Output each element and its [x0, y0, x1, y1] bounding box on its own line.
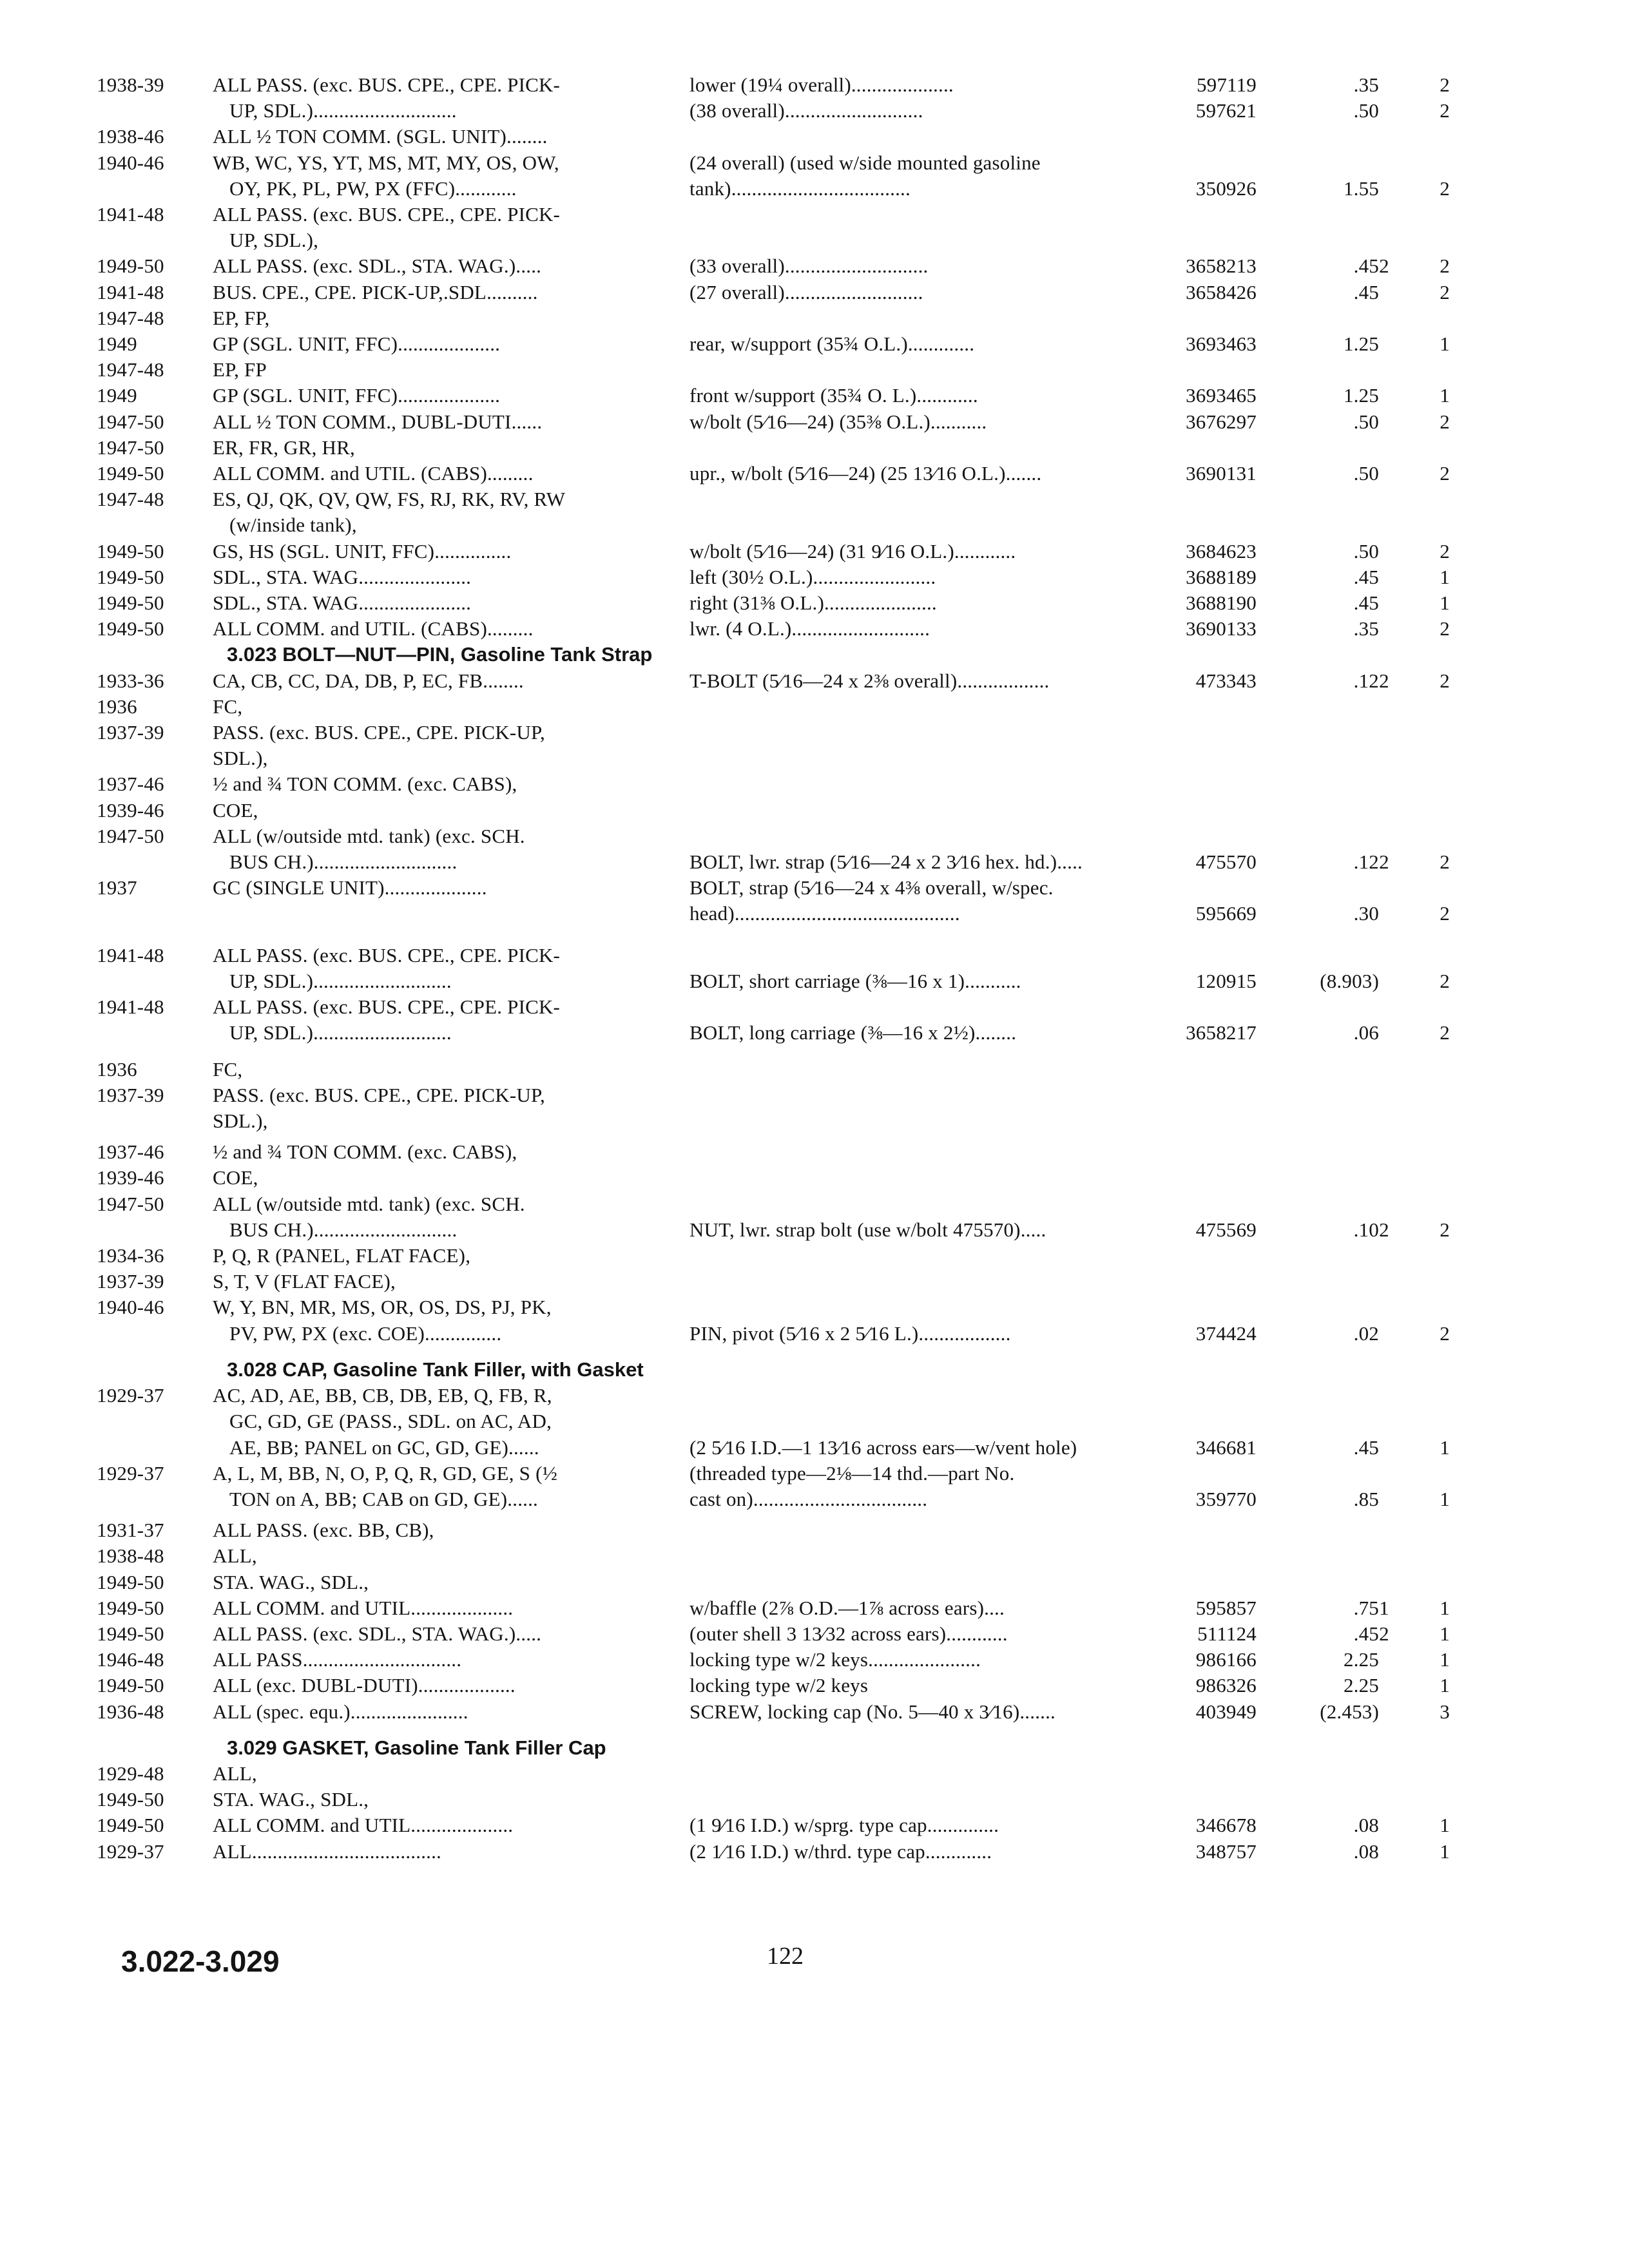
- cell-model: UP, SDL.)...........................: [229, 969, 452, 992]
- cell-desc: (outer shell 3 13⁄32 across ears)............: [689, 1622, 1008, 1645]
- cell-qty: 2: [1440, 902, 1450, 925]
- cell-model: ER, FR, GR, HR,: [213, 436, 355, 459]
- cell-desc: front w/support (35¾ O. L.)............: [689, 384, 978, 407]
- cell-price: .85: [1353, 1487, 1379, 1510]
- cell-part: 3693465: [1186, 384, 1257, 407]
- cell-qty: 1: [1440, 1648, 1450, 1671]
- cell-model: SDL.),: [213, 747, 268, 770]
- cell-model: ALL,: [213, 1762, 257, 1785]
- cell-model: COE,: [213, 798, 258, 822]
- cell-year: 1937-39: [97, 1083, 164, 1106]
- cell-qty: 2: [1440, 1021, 1450, 1044]
- cell-model: ALL PASS. (exc. SDL., STA. WAG.).....: [213, 255, 542, 278]
- cell-year: 1937-39: [97, 1270, 164, 1293]
- cell-model: ALL COMM. and UTIL. (CABS).........: [213, 462, 534, 485]
- cell-year: 1947-48: [97, 358, 164, 381]
- cell-desc: (2 5⁄16 I.D.—1 13⁄16 across ears—w/vent hole): [689, 1436, 1077, 1459]
- cell-year: 1947-50: [97, 436, 164, 459]
- cell-qty: 3: [1440, 1700, 1450, 1723]
- cell-year: 1949-50: [97, 617, 164, 640]
- cell-part: 597119: [1196, 73, 1257, 96]
- cell-model: ALL PASS. (exc. BB, CB),: [213, 1519, 434, 1542]
- cell-model: TON on A, BB; CAB on GD, GE)......: [229, 1487, 539, 1510]
- cell-model: ALL PASS. (exc. SDL., STA. WAG.).....: [213, 1622, 542, 1645]
- cell-model: UP, SDL.)............................: [229, 99, 457, 122]
- cell-model: WB, WC, YS, YT, MS, MT, MY, OS, OW,: [213, 151, 559, 174]
- cell-model: EP, FP: [213, 358, 267, 381]
- cell-year: 1949: [97, 332, 137, 355]
- cell-model: ALL PASS. (exc. BUS. CPE., CPE. PICK-: [213, 995, 561, 1019]
- cell-model: PASS. (exc. BUS. CPE., CPE. PICK-UP,: [213, 1083, 545, 1106]
- cell-qty: 2: [1440, 255, 1450, 278]
- cell-qty: 2: [1440, 1321, 1450, 1345]
- cell-n1: 2: [1379, 1622, 1389, 1645]
- cell-desc: w/bolt (5⁄16—24) (31 9⁄16 O.L.)............: [689, 539, 1016, 562]
- cell-model: P, Q, R (PANEL, FLAT FACE),: [213, 1244, 471, 1267]
- cell-part: 346678: [1195, 1814, 1257, 1837]
- cell-part: 359770: [1195, 1487, 1257, 1510]
- cell-n1: 2: [1379, 669, 1389, 692]
- cell-qty: 1: [1440, 565, 1450, 588]
- cell-year: 1937-39: [97, 721, 164, 744]
- cell-qty: 1: [1440, 384, 1450, 407]
- cell-price: .50: [1353, 410, 1379, 433]
- footer-page-number: 122: [767, 1943, 804, 1970]
- cell-price: .50: [1353, 462, 1379, 485]
- cell-model: BUS CH.)............................: [229, 850, 458, 873]
- cell-year: 1929-37: [97, 1461, 164, 1485]
- cell-model: ALL,: [213, 1544, 257, 1568]
- cell-part: 3684623: [1186, 539, 1257, 562]
- cell-model: ALL.....................................: [213, 1840, 442, 1863]
- cell-model: GC, GD, GE (PASS., SDL. on AC, AD,: [229, 1410, 552, 1433]
- cell-year: 1941-48: [97, 995, 164, 1019]
- cell-year: 1949-50: [97, 565, 164, 588]
- cell-year: 1946-48: [97, 1648, 164, 1671]
- cell-desc: locking type w/2 keys......................: [689, 1648, 981, 1671]
- section-heading: 3.023 BOLT—NUT—PIN, Gasoline Tank Strap: [227, 643, 653, 666]
- cell-qty: 2: [1440, 73, 1450, 96]
- cell-year: 1949: [97, 384, 137, 407]
- cell-desc: w/baffle (2⅞ O.D.—1⅞ across ears)....: [689, 1596, 1005, 1619]
- cell-desc: (24 overall) (used w/side mounted gasoline: [689, 151, 1041, 174]
- cell-desc: w/bolt (5⁄16—24) (35⅜ O.L.)...........: [689, 410, 987, 433]
- cell-qty: 2: [1440, 177, 1450, 200]
- cell-part: 350926: [1195, 177, 1257, 200]
- cell-year: 1931-37: [97, 1519, 164, 1542]
- cell-model: (w/inside tank),: [229, 514, 357, 537]
- cell-year: 1947-50: [97, 1192, 164, 1215]
- cell-model: GC (SINGLE UNIT)....................: [213, 876, 487, 899]
- cell-price: .10: [1353, 1218, 1379, 1241]
- cell-part: 3658217: [1186, 1021, 1257, 1044]
- cell-part: 511124: [1197, 1622, 1257, 1645]
- cell-model: UP, SDL.)...........................: [229, 1021, 452, 1044]
- cell-year: 1937: [97, 876, 137, 899]
- cell-price: 2.25: [1343, 1648, 1379, 1671]
- cell-price: .12: [1353, 669, 1379, 692]
- cell-year: 1929-37: [97, 1384, 164, 1407]
- cell-year: 1938-48: [97, 1544, 164, 1568]
- cell-model: ½ and ¾ TON COMM. (exc. CABS),: [213, 1140, 517, 1164]
- cell-price: .06: [1353, 1021, 1379, 1044]
- cell-qty: 1: [1440, 1674, 1450, 1697]
- cell-price: .35: [1353, 73, 1379, 96]
- cell-qty: 1: [1440, 1436, 1450, 1459]
- cell-model: ALL (w/outside mtd. tank) (exc. SCH.: [213, 1192, 525, 1215]
- cell-desc: lower (19¼ overall)....................: [689, 73, 954, 96]
- cell-model: A, L, M, BB, N, O, P, Q, R, GD, GE, S (½: [213, 1461, 558, 1485]
- cell-price: 1.55: [1343, 177, 1379, 200]
- cell-part: 595669: [1195, 902, 1257, 925]
- cell-model: ALL (exc. DUBL-DUTI)...................: [213, 1674, 516, 1697]
- cell-year: 1949-50: [97, 1596, 164, 1619]
- cell-model: ½ and ¾ TON COMM. (exc. CABS),: [213, 773, 517, 796]
- cell-price: 1.25: [1343, 384, 1379, 407]
- cell-model: ALL (w/outside mtd. tank) (exc. SCH.: [213, 824, 525, 847]
- cell-n1: 2: [1379, 850, 1389, 873]
- cell-price: .45: [1353, 591, 1379, 614]
- cell-year: 1949-50: [97, 1814, 164, 1837]
- cell-desc: (1 9⁄16 I.D.) w/sprg. type cap..............: [689, 1814, 999, 1837]
- cell-model: ALL COMM. and UTIL. (CABS).........: [213, 617, 534, 640]
- cell-model: BUS CH.)............................: [229, 1218, 458, 1241]
- cell-model: ALL ½ TON COMM., DUBL-DUTI......: [213, 410, 543, 433]
- cell-part: 3693463: [1186, 332, 1257, 355]
- cell-year: 1939-46: [97, 798, 164, 822]
- cell-desc: (27 overall)...........................: [689, 280, 923, 303]
- cell-year: 1949-50: [97, 1570, 164, 1593]
- cell-desc: (threaded type—2⅛—14 thd.—part No.: [689, 1461, 1015, 1485]
- cell-year: 1947-50: [97, 824, 164, 847]
- cell-year: 1929-48: [97, 1762, 164, 1785]
- cell-qty: 1: [1440, 1596, 1450, 1619]
- section-heading: 3.029 GASKET, Gasoline Tank Filler Cap: [227, 1736, 606, 1759]
- cell-year: 1940-46: [97, 151, 164, 174]
- cell-model: SDL.),: [213, 1110, 268, 1132]
- cell-qty: 2: [1440, 462, 1450, 485]
- cell-year: 1936: [97, 1057, 137, 1081]
- cell-qty: 2: [1440, 539, 1450, 562]
- cell-price: .08: [1353, 1814, 1379, 1837]
- cell-qty: 1: [1440, 1487, 1450, 1510]
- cell-year: 1934-36: [97, 1244, 164, 1267]
- cell-desc: PIN, pivot (5⁄16 x 2 5⁄16 L.)..................: [689, 1321, 1011, 1345]
- cell-model: BUS. CPE., CPE. PICK-UP,.SDL..........: [213, 280, 538, 303]
- cell-price: .50: [1353, 99, 1379, 122]
- cell-year: 1949-50: [97, 462, 164, 485]
- cell-model: S, T, V (FLAT FACE),: [213, 1270, 396, 1293]
- cell-model: GP (SGL. UNIT, FFC)....................: [213, 384, 501, 407]
- cell-year: 1949-50: [97, 539, 164, 562]
- cell-desc: SCREW, locking cap (No. 5—40 x 3⁄16).......: [689, 1700, 1056, 1723]
- cell-price: .45: [1353, 280, 1379, 303]
- cell-model: FC,: [213, 695, 243, 718]
- cell-model: SDL., STA. WAG......................: [213, 591, 472, 614]
- cell-desc: (2 1⁄16 I.D.) w/thrd. type cap.............: [689, 1840, 992, 1863]
- cell-year: 1941-48: [97, 280, 164, 303]
- cell-price: .12: [1353, 850, 1379, 873]
- cell-year: 1936-48: [97, 1700, 164, 1723]
- cell-model: ALL (spec. equ.).......................: [213, 1700, 468, 1723]
- cell-price: 1.25: [1343, 332, 1379, 355]
- cell-year: 1941-48: [97, 943, 164, 966]
- cell-price: .45: [1353, 1622, 1379, 1645]
- cell-model: ALL PASS. (exc. BUS. CPE., CPE. PICK-: [213, 73, 561, 96]
- cell-year: 1947-48: [97, 306, 164, 329]
- cell-model: ALL ½ TON COMM. (SGL. UNIT)........: [213, 125, 548, 148]
- cell-model: UP, SDL.),: [229, 229, 319, 252]
- cell-year: 1947-50: [97, 410, 164, 433]
- cell-part: 986326: [1195, 1674, 1257, 1697]
- cell-model: COE,: [213, 1166, 258, 1189]
- cell-price: .50: [1353, 539, 1379, 562]
- cell-qty: 2: [1440, 280, 1450, 303]
- cell-part: 3688190: [1186, 591, 1257, 614]
- cell-desc: rear, w/support (35¾ O.L.).............: [689, 332, 975, 355]
- cell-model: PV, PW, PX (exc. COE)...............: [229, 1321, 502, 1345]
- cell-qty: 1: [1440, 1622, 1450, 1645]
- cell-price: .45: [1353, 255, 1379, 278]
- cell-model: STA. WAG., SDL.,: [213, 1788, 369, 1811]
- cell-year: 1941-48: [97, 203, 164, 226]
- cell-qty: 2: [1440, 617, 1450, 640]
- cell-qty: 1: [1440, 1814, 1450, 1837]
- cell-price: (8.903): [1320, 969, 1379, 992]
- cell-n1: 2: [1379, 255, 1389, 278]
- cell-part: 346681: [1195, 1436, 1257, 1459]
- cell-desc: BOLT, lwr. strap (5⁄16—24 x 2 3⁄16 hex. hd.).....: [689, 850, 1083, 873]
- cell-year: 1938-46: [97, 125, 164, 148]
- cell-year: 1949-50: [97, 591, 164, 614]
- cell-desc: left (30½ O.L.)........................: [689, 565, 936, 588]
- cell-year: 1933-36: [97, 669, 164, 692]
- cell-model: OY, PK, PL, PW, PX (FFC)............: [229, 177, 517, 200]
- cell-model: CA, CB, CC, DA, DB, P, EC, FB........: [213, 669, 524, 692]
- cell-part: 3676297: [1186, 410, 1257, 433]
- cell-part: 3658426: [1186, 280, 1257, 303]
- cell-model: EP, FP,: [213, 306, 270, 329]
- cell-year: 1949-50: [97, 1674, 164, 1697]
- cell-year: 1929-37: [97, 1840, 164, 1863]
- cell-part: 3658213: [1186, 255, 1257, 278]
- cell-model: FC,: [213, 1057, 243, 1081]
- cell-desc: lwr. (4 O.L.)...........................: [689, 617, 930, 640]
- cell-price: .02: [1353, 1321, 1379, 1345]
- cell-part: 348757: [1195, 1840, 1257, 1863]
- cell-model: SDL., STA. WAG......................: [213, 565, 472, 588]
- cell-qty: 2: [1440, 669, 1450, 692]
- cell-year: 1939-46: [97, 1166, 164, 1189]
- cell-desc: cast on)..................................: [689, 1487, 928, 1510]
- cell-year: 1949-50: [97, 1622, 164, 1645]
- cell-part: 403949: [1195, 1700, 1257, 1723]
- cell-price: (2.453): [1320, 1700, 1379, 1723]
- cell-year: 1938-39: [97, 73, 164, 96]
- cell-year: 1949-50: [97, 255, 164, 278]
- cell-qty: 2: [1440, 410, 1450, 433]
- cell-desc: NUT, lwr. strap bolt (use w/bolt 475570).....: [689, 1218, 1046, 1241]
- cell-desc: upr., w/bolt (5⁄16—24) (25 13⁄16 O.L.).......: [689, 462, 1042, 485]
- cell-price: .08: [1353, 1840, 1379, 1863]
- cell-part: 374424: [1195, 1321, 1257, 1345]
- cell-qty: 1: [1440, 1840, 1450, 1863]
- cell-part: 475570: [1195, 850, 1257, 873]
- cell-model: PASS. (exc. BUS. CPE., CPE. PICK-UP,: [213, 721, 545, 744]
- cell-price: .30: [1353, 902, 1379, 925]
- cell-model: GP (SGL. UNIT, FFC)....................: [213, 332, 501, 355]
- cell-model: ALL PASS. (exc. BUS. CPE., CPE. PICK-: [213, 943, 561, 966]
- cell-desc: locking type w/2 keys: [689, 1674, 869, 1697]
- cell-part: 473343: [1195, 669, 1257, 692]
- cell-part: 3690133: [1186, 617, 1257, 640]
- cell-desc: right (31⅜ O.L.)......................: [689, 591, 937, 614]
- cell-price: 2.25: [1343, 1674, 1379, 1697]
- cell-desc: T-BOLT (5⁄16—24 x 2⅜ overall)..................: [689, 669, 1050, 692]
- cell-qty: 2: [1440, 1218, 1450, 1241]
- cell-part: 3688189: [1186, 565, 1257, 588]
- cell-price: .45: [1353, 565, 1379, 588]
- cell-year: 1947-48: [97, 488, 164, 511]
- cell-qty: 2: [1440, 850, 1450, 873]
- cell-part: 597621: [1195, 99, 1257, 122]
- cell-year: 1940-46: [97, 1296, 164, 1319]
- cell-qty: 1: [1440, 332, 1450, 355]
- cell-desc: (33 overall)............................: [689, 255, 929, 278]
- cell-desc: tank)...................................: [689, 177, 911, 200]
- cell-price: .75: [1353, 1596, 1379, 1619]
- cell-qty: 2: [1440, 99, 1450, 122]
- cell-desc: BOLT, short carriage (⅜—16 x 1)...........: [689, 969, 1021, 992]
- cell-desc: BOLT, long carriage (⅜—16 x 2½)........: [689, 1021, 1017, 1044]
- cell-desc: head)............................................: [689, 902, 960, 925]
- cell-model: ES, QJ, QK, QV, QW, FS, RJ, RK, RV, RW: [213, 488, 566, 511]
- cell-part: 475569: [1195, 1218, 1257, 1241]
- cell-qty: 1: [1440, 591, 1450, 614]
- cell-n1: 2: [1379, 1218, 1389, 1241]
- cell-price: .45: [1353, 1436, 1379, 1459]
- cell-model: ALL PASS. (exc. BUS. CPE., CPE. PICK-: [213, 203, 561, 226]
- cell-model: STA. WAG., SDL.,: [213, 1570, 369, 1593]
- cell-price: .35: [1353, 617, 1379, 640]
- cell-model: AC, AD, AE, BB, CB, DB, EB, Q, FB, R,: [213, 1384, 552, 1407]
- cell-model: GS, HS (SGL. UNIT, FFC)...............: [213, 539, 512, 562]
- cell-year: 1937-46: [97, 1140, 164, 1164]
- cell-model: ALL COMM. and UTIL....................: [213, 1596, 514, 1619]
- cell-part: 595857: [1195, 1596, 1257, 1619]
- cell-year: 1949-50: [97, 1788, 164, 1811]
- cell-model: AE, BB; PANEL on GC, GD, GE)......: [229, 1436, 539, 1459]
- cell-model: ALL COMM. and UTIL....................: [213, 1814, 514, 1837]
- cell-model: W, Y, BN, MR, MS, OR, OS, DS, PJ, PK,: [213, 1296, 552, 1319]
- cell-desc: (38 overall)...........................: [689, 99, 923, 122]
- cell-desc: BOLT, strap (5⁄16—24 x 4⅜ overall, w/spec.: [689, 876, 1054, 899]
- cell-year: 1937-46: [97, 773, 164, 796]
- cell-n1: 1: [1379, 1596, 1389, 1619]
- section-heading: 3.028 CAP, Gasoline Tank Filler, with Gasket: [227, 1358, 644, 1381]
- cell-part: 120915: [1195, 969, 1257, 992]
- cell-year: 1936: [97, 695, 137, 718]
- cell-model: ALL PASS...............................: [213, 1648, 462, 1671]
- cell-part: 986166: [1195, 1648, 1257, 1671]
- footer-section-range: 3.022-3.029: [121, 1945, 280, 1978]
- cell-qty: 2: [1440, 969, 1450, 992]
- cell-part: 3690131: [1186, 462, 1257, 485]
